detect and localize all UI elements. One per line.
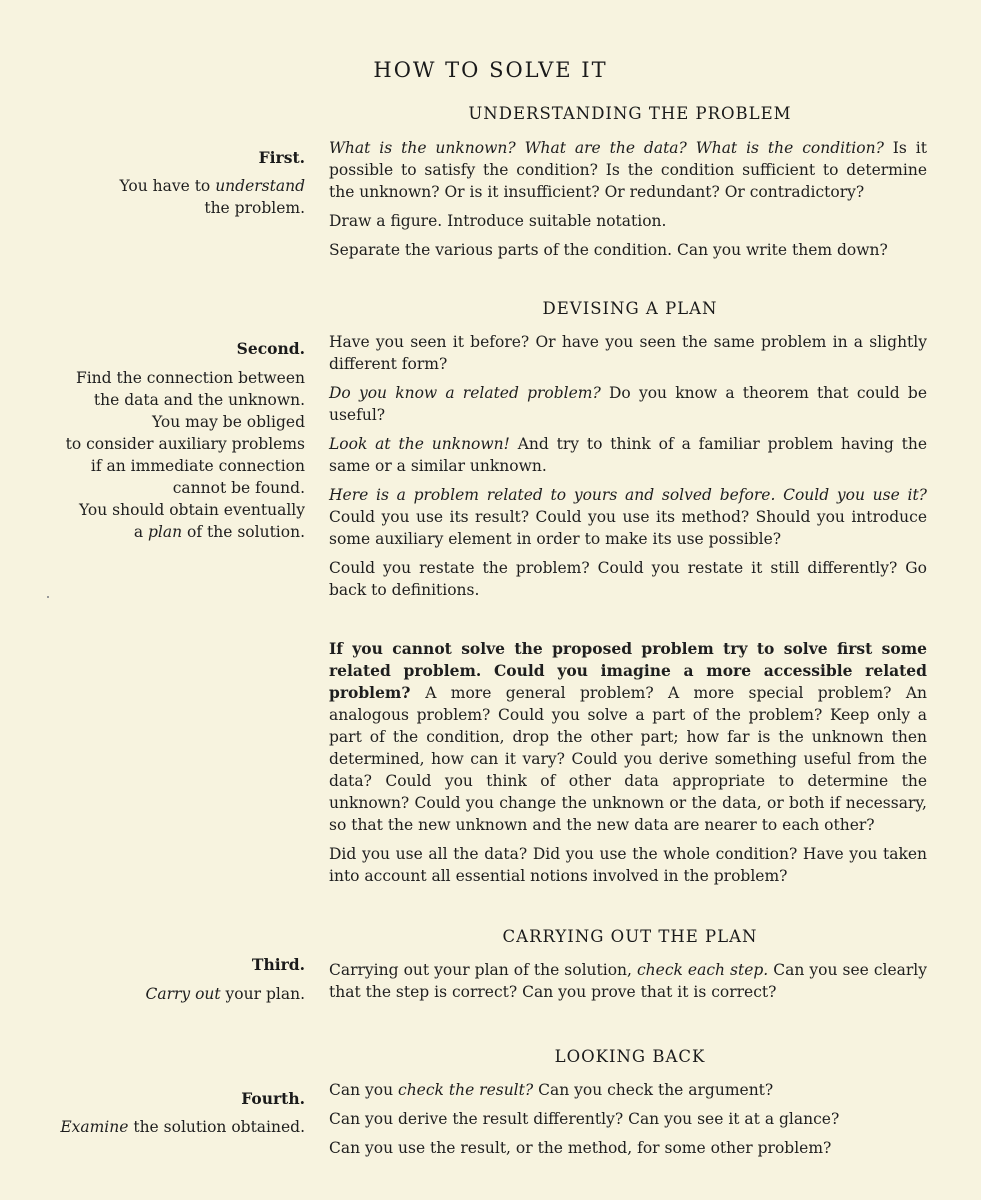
description-line	[5, 1116, 305, 1138]
step-label: First.	[258, 148, 305, 167]
question-paragraph	[329, 210, 927, 232]
text-run: Can you	[329, 1081, 399, 1099]
description-line	[5, 175, 305, 197]
text-run: You should obtain eventually	[79, 501, 305, 519]
text-run: Have you seen it before? Or have you seen the same problem in a slightly different form?	[329, 333, 927, 373]
emphasis-text: understand	[215, 177, 305, 195]
section-heading: LOOKING BACK	[554, 1047, 706, 1066]
emphasis-text: What is the unknown? What are the data? What is the condition?	[329, 139, 884, 157]
step-description	[5, 175, 305, 219]
emphasis-text: Carry out	[145, 985, 221, 1003]
text-run: the solution obtained.	[128, 1118, 305, 1136]
description-line	[5, 983, 305, 1005]
text-run: Can you check the argument?	[533, 1081, 774, 1099]
question-paragraph	[329, 239, 927, 261]
step-questions	[329, 331, 927, 608]
question-paragraph	[329, 1108, 927, 1130]
emphasis-text: Examine	[60, 1118, 129, 1136]
description-line	[5, 389, 305, 411]
step-description	[5, 1116, 305, 1138]
text-run: Is it possible to satisfy the condition? Is the condition sufficient to determine the unknown? Or is it insufficient? Or redundant? Or contradictory?	[329, 139, 927, 201]
step-questions	[329, 959, 927, 1010]
text-run: A more general problem? A more special problem? An analogous problem? Could you solve a part of the problem? Keep only a part of the condition, drop the other part; how far is the unknown then determined, how can it vary? Could you derive something useful from the data? Could you think of other data appropriate to determine the unknown? Could you change the unknown or the data, or both if necessary, so that the new unknown and the new data are nearer to each other?	[329, 684, 927, 834]
description-line	[5, 455, 305, 477]
description-line	[5, 521, 305, 543]
step-questions	[329, 1079, 927, 1166]
text-run: if an immediate connection	[90, 457, 305, 475]
text-run: of the solution.	[182, 523, 305, 541]
question-paragraph	[329, 484, 927, 550]
text-run: Can you use the result, or the method, for some other problem?	[329, 1139, 832, 1157]
emphasis-text: Here is a problem related to yours and solved before. Could you use it?	[329, 486, 927, 504]
question-paragraph	[329, 638, 927, 836]
question-paragraph	[329, 843, 927, 887]
text-run: the data and the unknown.	[93, 391, 305, 409]
emphasis-text: plan	[148, 523, 183, 541]
question-paragraph	[329, 433, 927, 477]
text-run: If you cannot solve the proposed problem try to solve first some related problem. Could you imagine a more accessible related problem?	[329, 639, 927, 702]
description-line	[5, 499, 305, 521]
description-line	[5, 411, 305, 433]
description-line	[5, 433, 305, 455]
description-line	[5, 197, 305, 219]
step-description	[5, 367, 305, 543]
text-run: Can you see clearly that the step is correct? Can you prove that it is correct?	[329, 961, 928, 1001]
text-run: to consider auxiliary problems	[65, 435, 305, 453]
description-line	[5, 367, 305, 389]
emphasis-text: Look at the unknown!	[329, 435, 510, 453]
step-label: Third.	[251, 955, 305, 974]
question-paragraph	[329, 959, 927, 1003]
section-heading: DEVISING A PLAN	[542, 299, 718, 318]
text-run: a	[133, 523, 148, 541]
text-run: Did you use all the data? Did you use the whole condition? Have you taken into account all essential notions involved in the problem?	[329, 845, 927, 885]
text-run: You have to	[119, 177, 216, 195]
section-heading: CARRYING OUT THE PLAN	[502, 927, 758, 946]
question-paragraph	[329, 557, 927, 601]
emphasis-text: check the result?	[398, 1081, 534, 1099]
emphasis-text: check each step.	[636, 961, 769, 979]
text-run: Separate the various parts of the condition. Can you write them down?	[329, 241, 888, 259]
text-run: And try to think of a familiar problem having the same or a similar unknown.	[329, 435, 928, 475]
emphasis-text: Do you know a related problem?	[329, 384, 601, 402]
step-label: Fourth.	[241, 1089, 305, 1108]
question-paragraph	[329, 1079, 927, 1101]
question-paragraph	[329, 137, 927, 203]
description-line	[5, 477, 305, 499]
section-heading: UNDERSTANDING THE PROBLEM	[468, 104, 792, 123]
text-run: Could you use its result? Could you use its method? Should you introduce some auxiliary element in order to make its use possible?	[329, 508, 927, 548]
question-paragraph	[329, 1137, 927, 1159]
text-run: cannot be found.	[172, 479, 305, 497]
step-questions-continued	[329, 638, 927, 894]
text-run: your plan.	[220, 985, 305, 1003]
speck	[47, 596, 49, 598]
text-run: Find the connection between	[75, 369, 305, 387]
question-paragraph	[329, 331, 927, 375]
question-paragraph	[329, 382, 927, 426]
text-run: You may be obliged	[152, 413, 305, 431]
text-run: Can you derive the result differently? Can you see it at a glance?	[329, 1110, 840, 1128]
text-run: Carrying out your plan of the solution,	[329, 961, 637, 979]
text-run: Do you know a theorem that could be useful?	[329, 384, 927, 424]
text-run: Draw a figure. Introduce suitable notation.	[329, 212, 667, 230]
step-label: Second.	[236, 339, 305, 358]
page-title: HOW TO SOLVE IT	[373, 58, 608, 82]
step-questions	[329, 137, 927, 268]
text-run: Could you restate the problem? Could you restate it still differently? Go back to definitions.	[329, 559, 927, 599]
step-description	[5, 983, 305, 1005]
text-run: the problem.	[204, 199, 305, 217]
